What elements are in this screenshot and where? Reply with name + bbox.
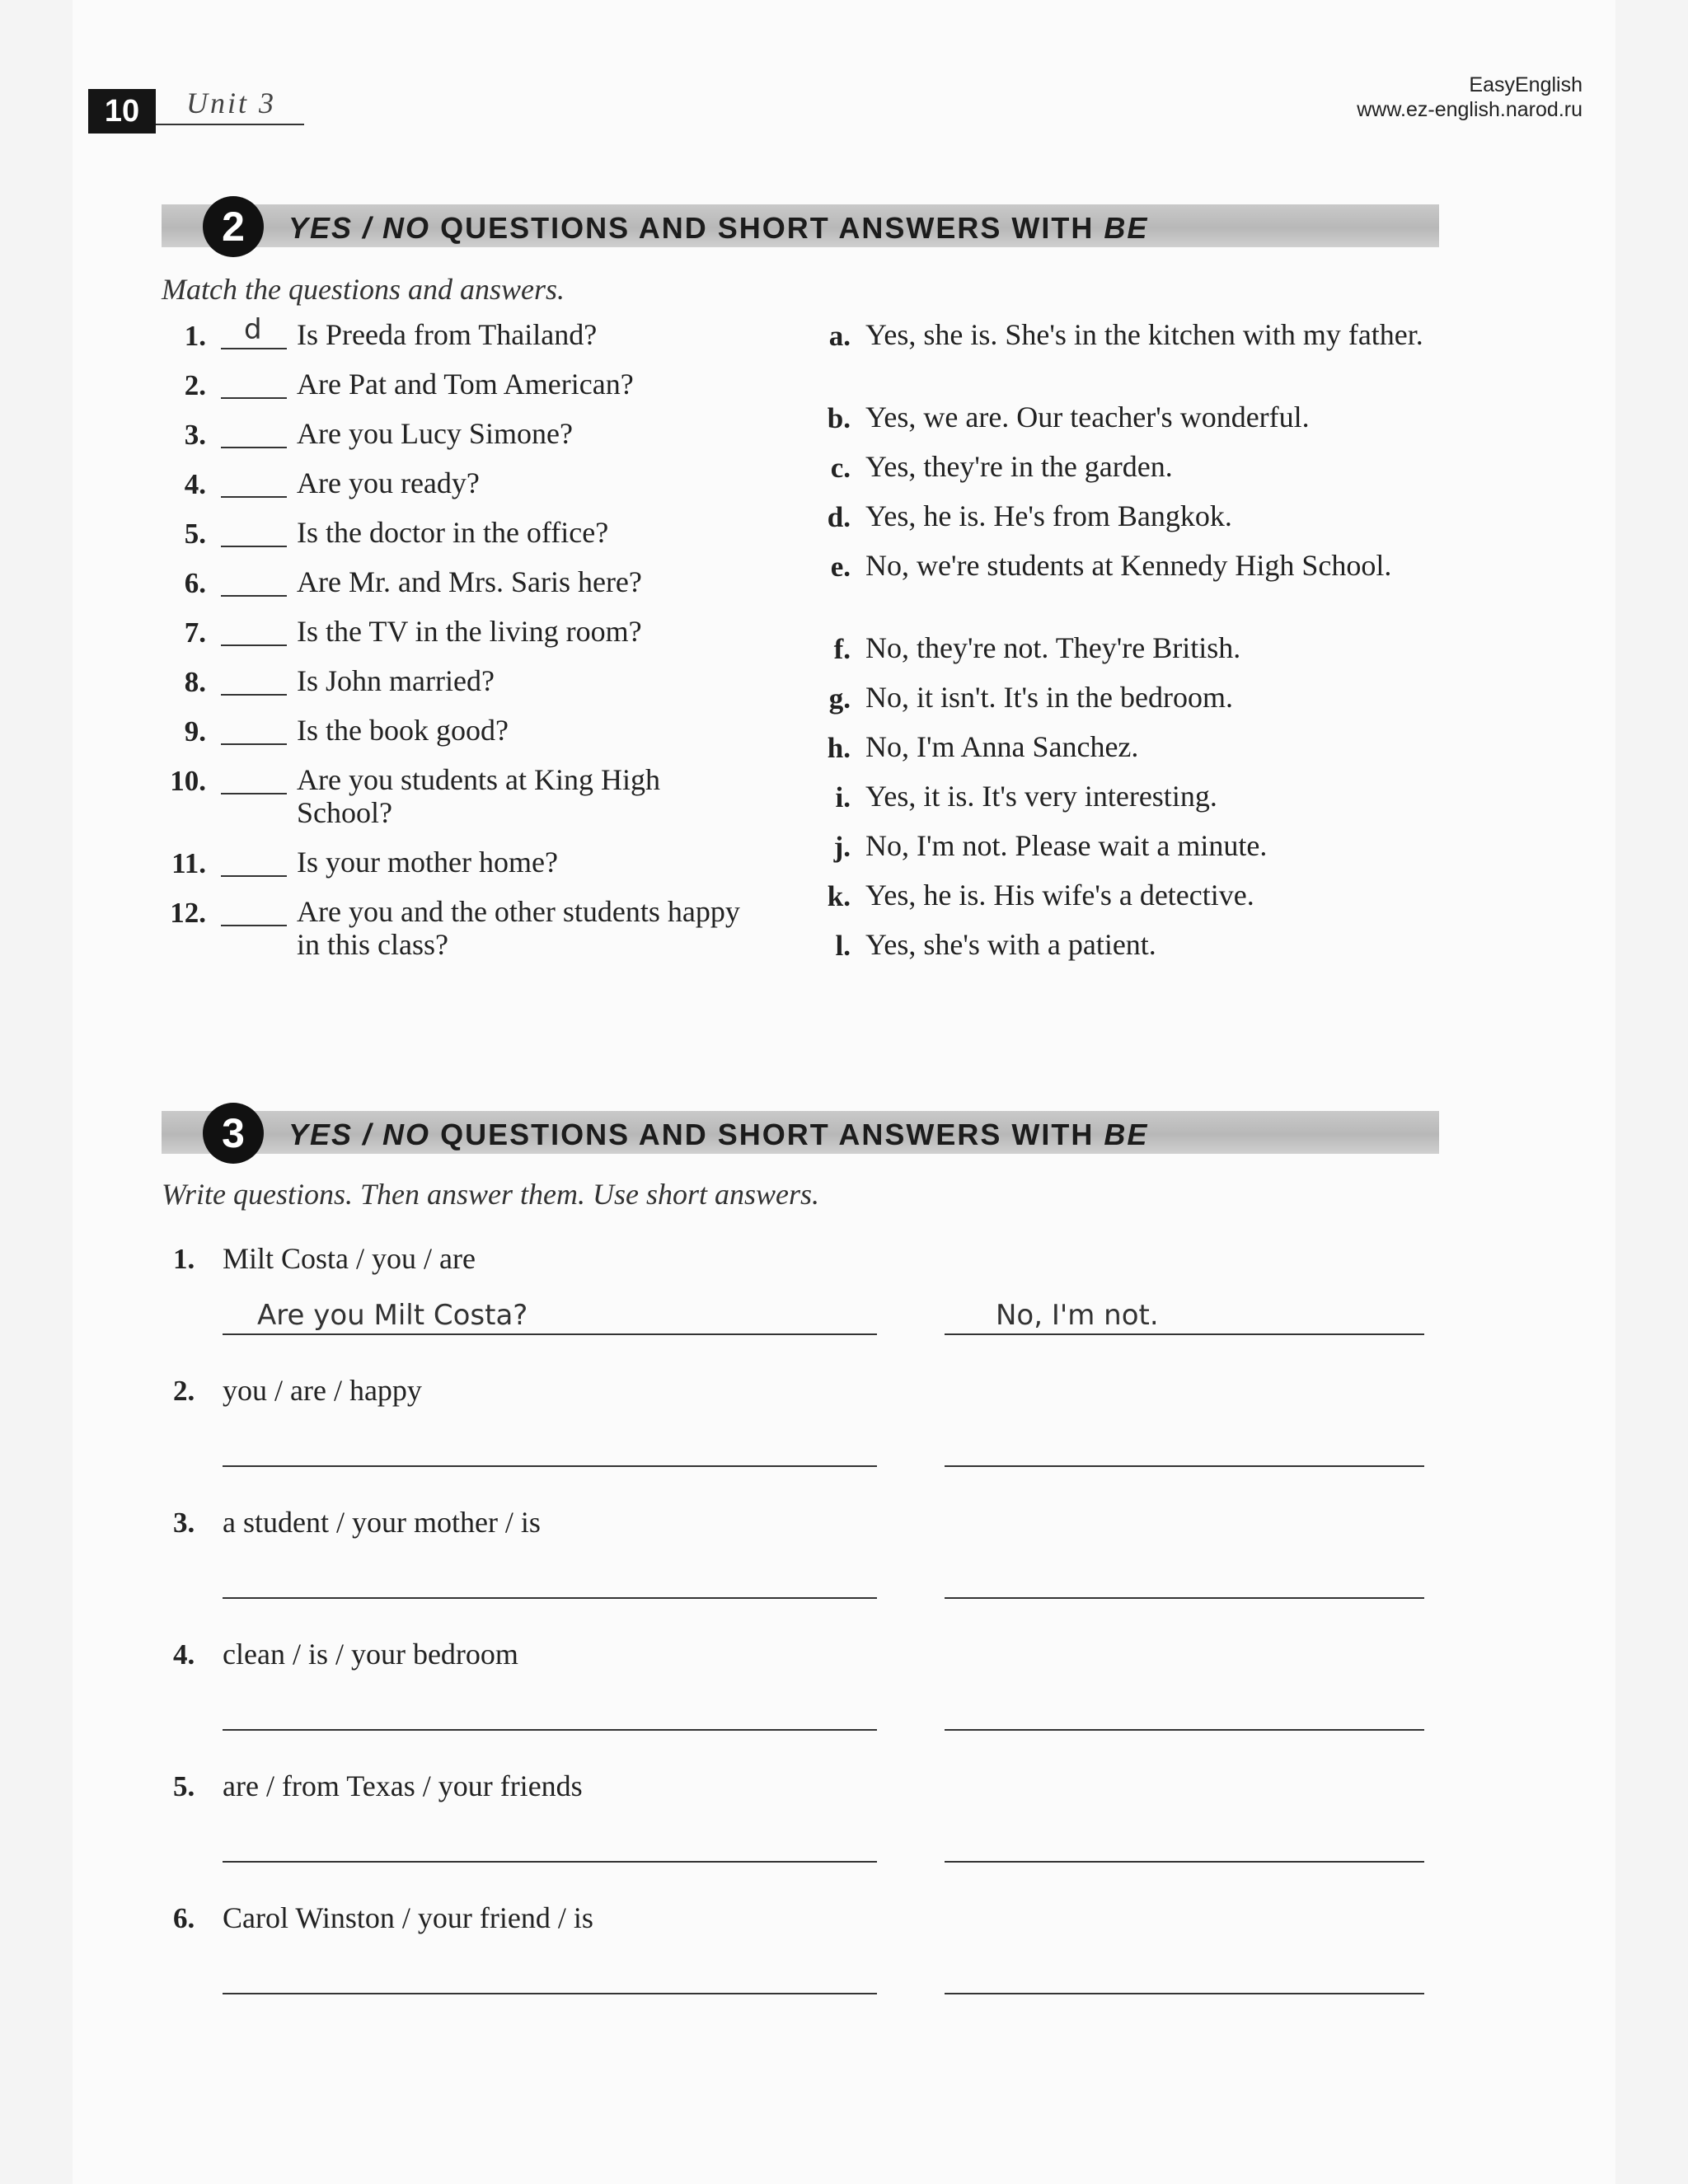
answer-blank[interactable] (221, 925, 287, 926)
section-3-instruction: Write questions. Then answer them. Use short answers. (162, 1178, 820, 1211)
question-text: Is the TV in the living room? (297, 615, 642, 648)
answer-blank[interactable] (221, 875, 287, 877)
question-text: Are Mr. and Mrs. Saris here? (297, 565, 642, 598)
question-number: 1. (184, 320, 206, 352)
answer-text: No, we're students at Kennedy High School. (865, 549, 1392, 582)
answer-text: No, they're not. They're British. (865, 631, 1241, 664)
answer-text: No, I'm not. Please wait a minute. (865, 829, 1268, 862)
exercise-number: 3. (173, 1507, 195, 1539)
question-number: 9. (184, 715, 206, 748)
answer-text: Yes, she's with a patient. (865, 928, 1156, 961)
question-number: 2. (184, 369, 206, 401)
exercise-prompt: are / from Texas / your friends (223, 1769, 583, 1802)
question-number: 11. (171, 847, 206, 879)
exercise-number: 1. (173, 1243, 195, 1275)
answer-letter: f. (833, 633, 851, 665)
answer-blank[interactable] (221, 694, 287, 696)
exercise-number: 5. (173, 1770, 195, 1802)
question-number: 5. (184, 518, 206, 550)
question-text: Is the doctor in the office? (297, 516, 609, 549)
answer-letter: e. (830, 551, 851, 583)
question-line[interactable] (223, 1729, 877, 1731)
exercise-prompt: clean / is / your bedroom (223, 1638, 518, 1671)
answer-blank-value[interactable]: d (244, 313, 262, 346)
question-number: 4. (184, 468, 206, 500)
header-rule (156, 124, 304, 125)
answer-blank[interactable] (221, 397, 287, 399)
question-answer-text[interactable]: Are you Milt Costa? (257, 1299, 528, 1332)
question-number: 6. (184, 567, 206, 599)
answer-text: Yes, she is. She's in the kitchen with my father. (865, 318, 1423, 351)
answer-line[interactable] (945, 1465, 1424, 1467)
answer-letter: h. (827, 732, 851, 764)
question-text: Are you Lucy Simone? (297, 417, 573, 450)
exercise-number: 6. (173, 1902, 195, 1934)
answer-line[interactable] (945, 1729, 1424, 1731)
answer-text: Yes, he is. He's from Bangkok. (865, 499, 1232, 532)
section-3-title: YES / NO QUESTIONS AND SHORT ANSWERS WITH BE (288, 1118, 1149, 1151)
short-answer-text[interactable]: No, I'm not. (996, 1299, 1159, 1332)
exercise-number: 2. (173, 1375, 195, 1407)
question-text: Is Preeda from Thailand? (297, 318, 598, 351)
unit-label: Unit 3 (186, 87, 277, 120)
question-number: 7. (184, 616, 206, 649)
section-2-instruction: Match the questions and answers. (162, 273, 565, 306)
question-line[interactable] (223, 1993, 877, 1994)
question-number: 8. (184, 666, 206, 698)
answer-blank[interactable] (221, 595, 287, 597)
answer-letter: k. (827, 880, 851, 912)
question-number: 10. (170, 765, 206, 797)
exercise-prompt: you / are / happy (223, 1374, 422, 1407)
section-2-number: 2 (203, 196, 264, 257)
answer-blank[interactable] (221, 743, 287, 745)
answer-text: No, I'm Anna Sanchez. (865, 730, 1139, 763)
answer-line[interactable] (945, 1333, 1424, 1335)
question-text: Are you ready? (297, 466, 480, 499)
site-info (1357, 73, 1582, 122)
exercise-prompt: Carol Winston / your friend / is (223, 1901, 593, 1934)
answer-text: Yes, it is. It's very interesting. (865, 780, 1217, 813)
question-line[interactable] (223, 1861, 877, 1863)
section-3-number: 3 (203, 1103, 264, 1164)
answer-letter: b. (827, 402, 851, 434)
question-text: Is your mother home? (297, 846, 558, 879)
question-line[interactable] (223, 1597, 877, 1599)
answer-blank[interactable] (221, 447, 287, 448)
question-line[interactable] (223, 1333, 877, 1335)
question-text: Are you students at King High School? (297, 763, 660, 829)
exercise-prompt: Milt Costa / you / are (223, 1242, 476, 1275)
section-2-title: YES / NO QUESTIONS AND SHORT ANSWERS WITH BE (288, 211, 1149, 245)
answer-line[interactable] (945, 1861, 1424, 1863)
answer-blank[interactable] (221, 793, 287, 794)
answer-text: Yes, we are. Our teacher's wonderful. (865, 401, 1310, 434)
question-number: 3. (184, 419, 206, 451)
answer-letter: l. (835, 930, 851, 962)
exercise-number: 4. (173, 1638, 195, 1671)
site-url[interactable]: www.ez-english.narod.ru (1357, 98, 1582, 121)
answer-letter: i. (835, 781, 851, 813)
answer-blank[interactable] (221, 348, 287, 349)
answer-letter: a. (828, 320, 851, 352)
answer-text: Yes, he is. His wife's a detective. (865, 879, 1254, 912)
question-text: Are you and the other students happy in this class? (297, 895, 740, 961)
answer-letter: c. (830, 452, 851, 484)
question-text: Is John married? (297, 664, 495, 697)
exercise-prompt: a student / your mother / is (223, 1506, 541, 1539)
answer-letter: d. (827, 501, 851, 533)
page-number: 10 (88, 89, 156, 134)
answer-text: Yes, they're in the garden. (865, 450, 1173, 483)
question-text: Are Pat and Tom American? (297, 368, 634, 401)
site-name: EasyEnglish (1469, 73, 1582, 96)
question-text: Is the book good? (297, 714, 509, 747)
answer-line[interactable] (945, 1993, 1424, 1994)
answer-letter: j. (833, 831, 851, 863)
answer-blank[interactable] (221, 546, 287, 547)
answer-blank[interactable] (221, 644, 287, 646)
answer-line[interactable] (945, 1597, 1424, 1599)
answer-letter: g. (828, 682, 851, 715)
answer-blank[interactable] (221, 496, 287, 498)
answer-text: No, it isn't. It's in the bedroom. (865, 681, 1233, 714)
question-number: 12. (170, 897, 206, 929)
question-line[interactable] (223, 1465, 877, 1467)
